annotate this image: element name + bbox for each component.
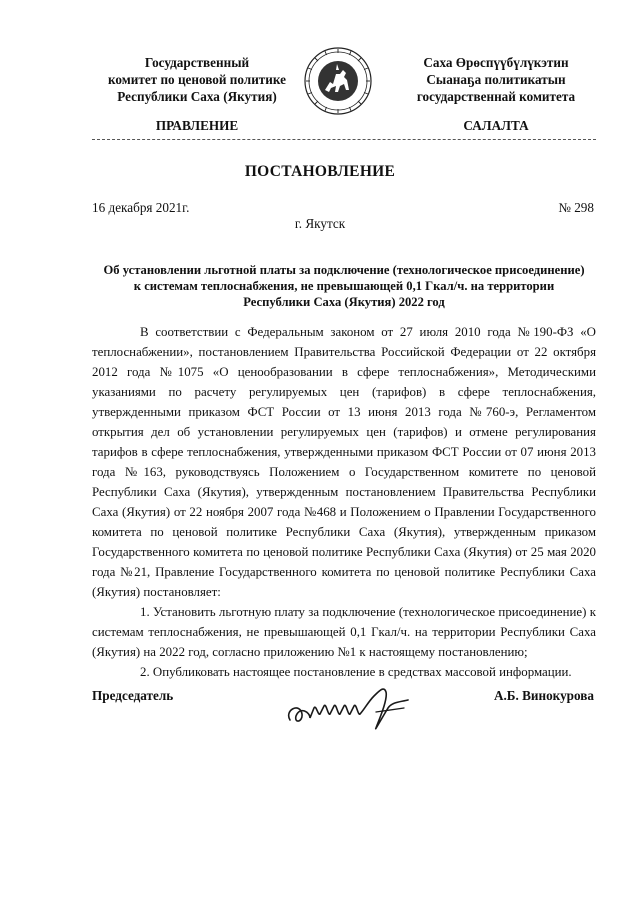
subject-line: Республики Саха (Якутия) 2022 год — [243, 295, 445, 309]
document-number: № 298 — [558, 200, 594, 215]
document-subject — [92, 262, 596, 310]
left-org-line: Государственный — [144, 55, 250, 70]
signer-role: Председатель — [92, 688, 174, 703]
subject-line: Об установлении льготной платы за подключение (технологическое присоединение) — [103, 263, 585, 277]
left-organization-name — [92, 54, 302, 105]
right-organization-name — [396, 54, 596, 105]
preamble-paragraph: В соответствии с Федеральным законом от 27 июля 2010 года №190-ФЗ «О теплоснабжении», постановлением Правительства Российской Федерации от 22 октября 2012 года №1075 «О ценообразовании в сфере теплоснабжения», Методическими указаниями по расчету регулируемых цен (тарифов) в сфере теплоснабжения, утвержденными приказом ФСТ России от 13 июня 2013 года №760-э, Регламентом открытия дел об установлении регулируемых цен (тарифов) и отмене регулирования тарифов в сфере теплоснабжения, утвержденными приказом ФСТ России от 07 июня 2013 года №163, руководствуясь Положением о Государственном комитете по ценовой Республики Саха (Якутия), утвержденным постановлением Правительства Республики Саха (Якутия) от 22 ноября 2007 года №468 и Положением о Правлении Государственного комитета по ценовой политике Республики Саха (Якутия), утвержденным приказом Государственного комитета по ценовой политике Республики Саха (Якутия) от 25 мая 2020 года №21, Правление Государственного комитета по ценовой политике Республики Саха (Якутия) постановляет: — [92, 325, 596, 599]
resolution-item: 2. Опубликовать настоящее постановление в средствах массовой информации. — [140, 665, 572, 679]
right-org-line: Саха Өрөспүүбүлүкэтин — [423, 55, 569, 70]
right-org-line: государственнай комитета — [416, 89, 576, 104]
right-org-line: Сыанаҕа политикатын — [426, 72, 566, 87]
subject-line: к системам теплоснабжения, не превышающей 0,1 Гкал/ч. на территории — [133, 279, 555, 293]
document-date: 16 декабря 2021г. — [92, 200, 190, 215]
document-body — [92, 322, 596, 682]
left-org-line: комитет по ценовой политике — [108, 72, 286, 87]
header-divider — [92, 139, 596, 140]
resolution-item: 1. Установить льготную плату за подключение (технологическое присоединение) к системам теплоснабжения, не превышающей 0,1 Гкал/ч. на территории Республики Саха (Якутия) на 2022 год, согласно приложению №1 к настоящему постановлению; — [92, 605, 596, 659]
coat-of-arms-emblem-icon — [303, 46, 373, 116]
document-title: ПОСТАНОВЛЕНИЕ — [244, 163, 396, 180]
left-department: ПРАВЛЕНИЕ — [155, 118, 239, 133]
handwritten-signature — [280, 682, 430, 732]
signer-name: А.Б. Винокурова — [493, 688, 594, 703]
right-department: САЛАЛТА — [463, 118, 529, 133]
left-org-line: Республики Саха (Якутия) — [117, 89, 277, 104]
document-city: г. Якутск — [294, 216, 346, 231]
